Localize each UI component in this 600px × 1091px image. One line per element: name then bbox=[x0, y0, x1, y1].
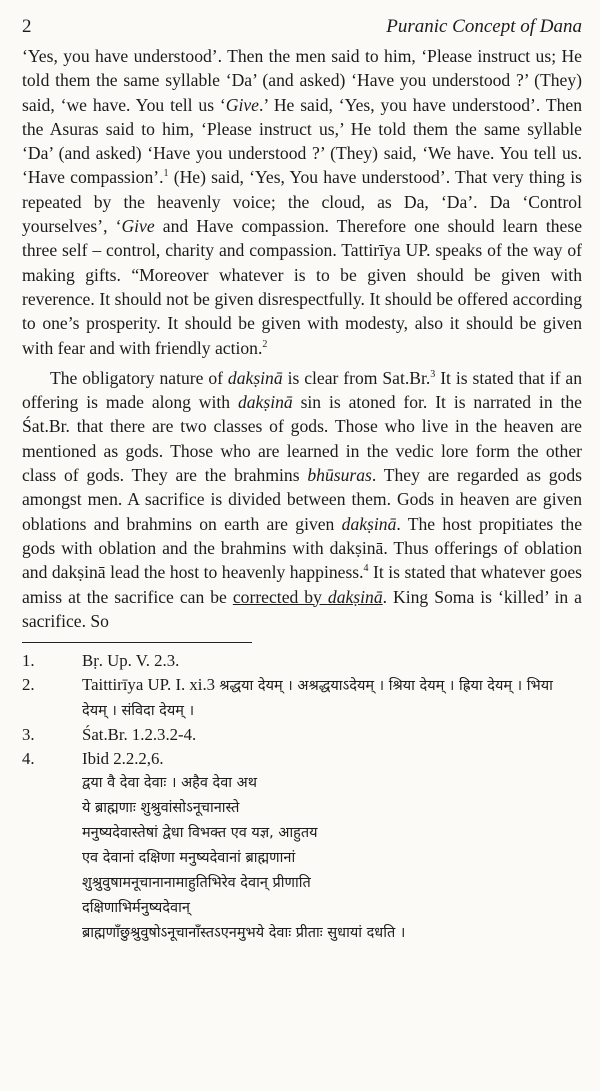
p1-italic-2: Give bbox=[121, 216, 155, 237]
footnote-3 bbox=[22, 723, 582, 747]
page-header bbox=[22, 0, 582, 44]
sanskrit-line: एव देवानां दक्षिणा मनुष्यदेवानां ब्राह्मणानां bbox=[82, 850, 296, 867]
footnote-4 bbox=[22, 747, 582, 946]
footnote-1 bbox=[22, 649, 582, 673]
sanskrit-line: ये ब्राह्मणाः शुश्रुवांसोऽनूचानास्ते bbox=[82, 800, 240, 817]
footnote-text: Śat.Br. 1.2.3.2-4. bbox=[82, 725, 197, 745]
sanskrit-line: ब्राह्मणाँछुश्रुवुषोऽनूचानाँस्तऽएनमुभये देवाः प्रीताः सुधायां दधति । bbox=[82, 925, 406, 942]
running-head: Puranic Concept of Dana bbox=[386, 16, 582, 37]
p1-text-2: .’ He said, ‘Yes, you have understood’. Then the Asuras said to him, ‘Please instruct us,’ He told them the same syllable ‘Da’ (and asked) ‘Have you understood ?’ (They) said, ‘We have. You tell us. ‘Have compassion’. bbox=[22, 94, 582, 188]
p2-text-a: The obligatory nature of bbox=[50, 367, 228, 388]
footnote-number: 1. bbox=[22, 651, 35, 671]
footnote-divider bbox=[22, 642, 252, 643]
footnote-text: Taittirīya UP. I. xi.3 bbox=[82, 675, 220, 695]
footnote-ref-4: 4 bbox=[363, 563, 369, 575]
sanskrit-verse bbox=[82, 771, 582, 946]
footnote-ref-2: 2 bbox=[262, 338, 268, 350]
p2-underlined bbox=[233, 587, 383, 607]
p2-text-e: . They are regarded as gods amongst men. A sacrifice is divided between them. Gods in heaven are given oblations and brahmins on earth are given bbox=[22, 465, 582, 534]
p2-text-h: . King Soma is ‘killed’ in a sacrifice. So bbox=[22, 586, 582, 631]
p2-text-c: It is stated that if an offering is made along with bbox=[22, 367, 582, 413]
p2-italic-e: dakṣinā bbox=[341, 513, 397, 534]
footnote-ref-1: 1 bbox=[163, 168, 169, 180]
footnote-text: Bṛ. Up. V. 2.3. bbox=[82, 651, 180, 671]
p1-text-4: and Have compassion. Therefore one should learn these three self – control, charity and compassion. Tattirīya UP. speaks of the way of making gifts. “Moreover whatever is to be given should be given with reverence. It should not be given disrespectfully. It should be offered according to one’s prosperity. It should be given with modesty, also it should be given with fear and with friendly action. bbox=[22, 216, 583, 358]
page-number: 2 bbox=[22, 16, 32, 37]
p1-text-1: ‘Yes, you have understood’. Then the men said to him, ‘Please instruct us; He told them the same syllable ‘Da’ (and asked) ‘Have you understood ?’ (They) said, ‘we have. You tell us ‘ bbox=[22, 46, 582, 115]
footnote-number: 4. bbox=[22, 749, 35, 769]
p2-text-d: sin is atoned for. It is narrated in the Śat.Br. that there are two classes of gods. Those who live in the heaven are mentioned as gods. Those who are learned in the vedic lore form the other class of gods. They are the brahmins bbox=[22, 392, 582, 486]
footnote-body bbox=[82, 673, 582, 723]
p2-text-f: . The host propitiates the gods with oblation and the brahmins with dakṣinā. Thus offerings of oblation and dakṣinā lead the host to heavenly happiness. bbox=[22, 513, 582, 583]
p2-underlined-italic: dakṣinā bbox=[327, 586, 383, 607]
sanskrit-line: दक्षिणाभिर्मनुष्यदेवान् bbox=[82, 900, 190, 917]
footnote-number: 2. bbox=[22, 675, 35, 695]
footnote-2 bbox=[22, 673, 582, 723]
p2-text-g: It is stated that whatever goes amiss at the sacrifice can be bbox=[22, 562, 582, 607]
sanskrit-quote: श्रद्धया देयम् । अश्रद्धयाऽदेयम् । श्रिया देयम् । ह्रिया देयम् । भिया देयम् । संविदा देयम् । bbox=[82, 678, 553, 720]
footnote-number: 3. bbox=[22, 725, 35, 745]
paragraph-2 bbox=[22, 366, 582, 633]
p2-text-b: is clear from Sat.Br. bbox=[282, 367, 431, 388]
p1-italic-1: Give bbox=[225, 94, 259, 115]
sanskrit-line: द्वया वै देवा देवाः । अहैव देवा अथ bbox=[82, 775, 257, 792]
p2-italic-a: dakṣinā bbox=[227, 367, 283, 388]
footnote-body bbox=[82, 747, 582, 946]
footnote-text: Ibid 2.2.2,6. bbox=[82, 749, 164, 769]
p1-text-3: (He) said, ‘Yes, You have understood’. That very thing is repeated by the heavenly voice; the cloud, as Da, ‘Da’. Da ‘Control yourselves’, ‘ bbox=[22, 167, 582, 237]
footnotes bbox=[22, 649, 582, 946]
p2-underlined-text: corrected by bbox=[232, 586, 328, 607]
sanskrit-line: शुश्रुवुषामनूचानानामाहुतिभिरेव देवान् प्रीणाति bbox=[82, 875, 311, 892]
footnote-ref-3: 3 bbox=[430, 369, 436, 380]
paragraph-1 bbox=[22, 44, 582, 360]
p2-italic-c: dakṣinā bbox=[237, 392, 293, 413]
sanskrit-line: मनुष्यदेवास्तेषां द्वेधा विभक्त एव यज्ञ, आहुतय bbox=[82, 825, 318, 842]
p2-italic-d: bhūsuras bbox=[307, 465, 372, 486]
